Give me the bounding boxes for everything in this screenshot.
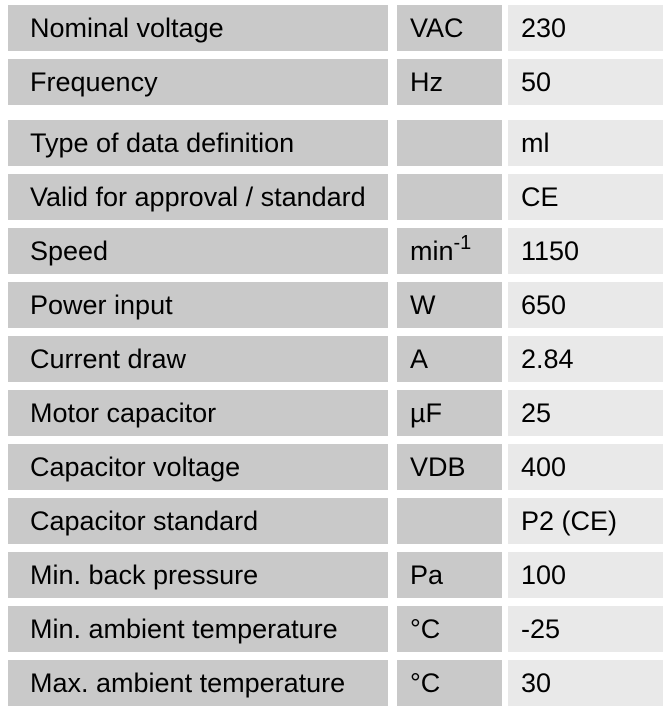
- table-row: [8, 390, 663, 436]
- spec-unit-text: µF: [410, 397, 443, 428]
- spec-unit-cell: [397, 498, 502, 544]
- table-row: [8, 552, 663, 598]
- spec-label-cell: Nominal voltage: [8, 5, 388, 51]
- spec-value-cell: 100: [508, 552, 663, 598]
- spec-value-cell: 25: [508, 390, 663, 436]
- spec-unit-text: VDB: [410, 451, 466, 482]
- table-row: [8, 336, 663, 382]
- spec-label-cell: Speed: [8, 228, 388, 274]
- spec-unit-cell: [397, 390, 502, 436]
- spec-value-cell: 650: [508, 282, 663, 328]
- table-section-mains: [8, 5, 663, 105]
- spec-unit-text: min: [410, 235, 454, 266]
- spec-unit-text: Hz: [410, 66, 443, 97]
- spec-value-cell: P2 (CE): [508, 498, 663, 544]
- spec-unit-superscript: -1: [453, 232, 472, 255]
- spec-label-cell: Current draw: [8, 336, 388, 382]
- spec-value-cell: CE: [508, 174, 663, 220]
- spec-label-cell: Frequency: [8, 59, 388, 105]
- spec-unit-cell: [397, 660, 502, 706]
- spec-value-cell: -25: [508, 606, 663, 652]
- spec-unit-cell: [397, 444, 502, 490]
- spec-unit-cell: [397, 174, 502, 220]
- table-section-specifications: [8, 120, 663, 706]
- spec-label-cell: Min. ambient temperature: [8, 606, 388, 652]
- spec-unit-cell: [397, 336, 502, 382]
- spec-value-cell: 30: [508, 660, 663, 706]
- spec-value-cell: 50: [508, 59, 663, 105]
- spec-label-cell: Capacitor standard: [8, 498, 388, 544]
- table-row: [8, 228, 663, 274]
- table-row: [8, 59, 663, 105]
- table-row: [8, 120, 663, 166]
- spec-unit-text: °C: [410, 667, 441, 698]
- spec-unit-cell: [397, 5, 502, 51]
- spec-label-cell: Power input: [8, 282, 388, 328]
- spec-unit-cell: [397, 59, 502, 105]
- table-row: [8, 606, 663, 652]
- spec-label-cell: Valid for approval / standard: [8, 174, 388, 220]
- table-row: [8, 174, 663, 220]
- table-row: [8, 282, 663, 328]
- table-row: [8, 660, 663, 706]
- spec-value-cell: 1150: [508, 228, 663, 274]
- spec-unit-cell: [397, 606, 502, 652]
- spec-value-cell: 230: [508, 5, 663, 51]
- spec-label-cell: Type of data definition: [8, 120, 388, 166]
- spec-unit-text: VAC: [410, 12, 464, 43]
- spec-unit-text: °C: [410, 613, 441, 644]
- spec-value-cell: ml: [508, 120, 663, 166]
- spec-label-cell: Max. ambient temperature: [8, 660, 388, 706]
- spec-unit-text: A: [410, 343, 429, 374]
- spec-unit-cell: [397, 228, 502, 274]
- spec-unit-cell: [397, 282, 502, 328]
- table-row: [8, 444, 663, 490]
- spec-table: [8, 5, 663, 706]
- spec-value-cell: 400: [508, 444, 663, 490]
- spec-label-cell: Motor capacitor: [8, 390, 388, 436]
- spec-unit-text: Pa: [410, 559, 444, 590]
- spec-label-cell: Min. back pressure: [8, 552, 388, 598]
- spec-unit-cell: [397, 552, 502, 598]
- spec-label-cell: Capacitor voltage: [8, 444, 388, 490]
- spec-unit-text: W: [410, 289, 436, 320]
- table-row: [8, 498, 663, 544]
- spec-unit-cell: [397, 120, 502, 166]
- table-row: [8, 5, 663, 51]
- spec-value-cell: 2.84: [508, 336, 663, 382]
